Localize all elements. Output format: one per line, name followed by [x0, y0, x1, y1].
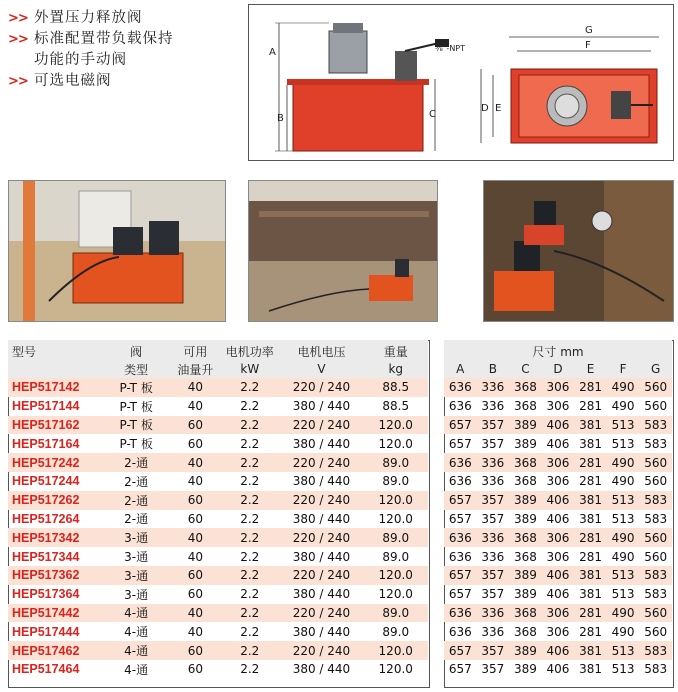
feature-list — [8, 8, 238, 92]
weight-cell: 89.0 — [382, 474, 410, 489]
dims-cell: 389 — [509, 491, 542, 510]
dims-cell: 368 — [513, 549, 537, 564]
power-cell: 2.2 — [220, 416, 279, 435]
dims-cell: 381 — [579, 436, 602, 451]
dims-cell: 357 — [477, 641, 510, 660]
dims-cell: 657 — [448, 511, 472, 526]
oil-cell: 60 — [171, 491, 220, 510]
weight-cell: 120.0 — [378, 587, 413, 602]
dims-cell: 406 — [542, 566, 575, 585]
dims-cell: 389 — [509, 566, 542, 585]
weight-cell: 120.0 — [378, 662, 413, 677]
feature-item — [8, 29, 238, 50]
dims-cell: 406 — [542, 416, 575, 435]
dims-cell: 357 — [477, 416, 510, 435]
dims-col-header: E — [574, 360, 607, 378]
photo-site — [483, 180, 674, 322]
dims-table-row — [444, 453, 672, 472]
dims-table-row — [444, 566, 672, 585]
dims-cell: 281 — [579, 474, 602, 489]
col-power-header: 电机功率 — [220, 340, 279, 360]
spec-table-row — [8, 585, 428, 604]
dims-cell: 560 — [639, 453, 672, 472]
power-cell: 2.2 — [240, 549, 260, 564]
dims-table-row — [444, 604, 672, 623]
dims-cell: 490 — [607, 528, 640, 547]
dims-cell: 357 — [481, 662, 505, 677]
model-cell: HEP517242 — [8, 453, 102, 472]
dimension-drawing — [248, 4, 674, 161]
voltage-cell: 220 / 240 — [279, 453, 363, 472]
oil-cell: 60 — [187, 511, 204, 526]
weight-cell: 88.5 — [363, 378, 428, 397]
valve-cell: 4-通 — [102, 604, 171, 623]
dims-cell: 368 — [513, 624, 537, 639]
dims-cell: 306 — [542, 453, 575, 472]
power-cell: 2.2 — [220, 491, 279, 510]
col-model-header: 型号 — [8, 340, 102, 360]
valve-cell: 2-通 — [102, 453, 171, 472]
dims-cell: 513 — [611, 587, 635, 602]
dims-cell: 381 — [579, 587, 602, 602]
dims-cell: 389 — [513, 587, 537, 602]
voltage-cell: 220 / 240 — [279, 528, 363, 547]
weight-cell: 120.0 — [378, 511, 413, 526]
power-cell: 2.2 — [240, 587, 260, 602]
power-cell: 2.2 — [240, 436, 260, 451]
dims-cell: 381 — [579, 662, 602, 677]
dims-cell: 560 — [644, 474, 668, 489]
dims-cell: 490 — [611, 549, 635, 564]
dims-cell: 583 — [639, 641, 672, 660]
dims-table-row — [444, 378, 672, 397]
power-cell: 2.2 — [240, 662, 260, 677]
weight-cell: 120.0 — [363, 641, 428, 660]
col-weight-header: 重量 — [363, 340, 428, 360]
dims-table-row — [444, 472, 672, 491]
label-npt: ⅜"-NPT — [435, 44, 466, 53]
oil-cell: 40 — [171, 378, 220, 397]
model-cell: HEP517464 — [12, 662, 80, 677]
dims-cell: 336 — [477, 528, 510, 547]
valve-cell: 3-通 — [124, 587, 149, 602]
power-cell: 2.2 — [240, 399, 260, 414]
motor-side — [329, 31, 367, 73]
dims-col-header: A — [444, 360, 477, 378]
voltage-cell: 380 / 440 — [292, 511, 351, 526]
dims-cell: 583 — [644, 511, 668, 526]
model-cell: HEP517262 — [8, 491, 102, 510]
voltage-cell: 380 / 440 — [292, 436, 351, 451]
dims-cell: 657 — [448, 662, 472, 677]
chevron-bullet-icon: >> — [8, 74, 28, 89]
model-cell: HEP517444 — [12, 624, 80, 639]
dims-cell: 636 — [444, 378, 477, 397]
dims-cell: 560 — [644, 399, 668, 414]
dims-cell: 368 — [509, 378, 542, 397]
model-cell: HEP517144 — [12, 399, 80, 414]
model-cell: HEP517162 — [8, 416, 102, 435]
chevron-bullet-icon: >> — [8, 32, 28, 47]
oil-cell: 40 — [187, 549, 204, 564]
power-cell: 2.2 — [240, 511, 260, 526]
dims-cell: 368 — [513, 474, 537, 489]
dims-cell: 336 — [481, 624, 505, 639]
dims-cell: 636 — [444, 453, 477, 472]
dims-cell: 583 — [639, 566, 672, 585]
dims-cell: 306 — [546, 549, 570, 564]
dims-cell: 636 — [448, 399, 472, 414]
dims-cell: 513 — [611, 511, 635, 526]
dims-cell: 336 — [477, 378, 510, 397]
dims-cell: 636 — [448, 549, 472, 564]
dims-cell: 306 — [546, 474, 570, 489]
voltage-cell: 220 / 240 — [279, 604, 363, 623]
side-view — [269, 23, 465, 151]
spec-table-row — [8, 604, 428, 623]
dims-title-row — [444, 340, 672, 360]
dims-cell: 336 — [481, 399, 505, 414]
dims-table-row — [444, 416, 672, 435]
spec-table-row — [8, 453, 428, 472]
dims-cell: 381 — [574, 416, 607, 435]
valve-top — [611, 91, 631, 119]
oil-cell: 40 — [171, 604, 220, 623]
dims-cell: 336 — [481, 474, 505, 489]
dims-cell: 636 — [448, 624, 472, 639]
valve-cell: 2-通 — [124, 474, 149, 489]
feature-text: 标准配置带负载保持 — [34, 31, 174, 47]
spec-table-row — [8, 547, 428, 566]
spec-table-row — [8, 397, 428, 416]
col-oil-header: 可用 — [171, 340, 220, 360]
weight-cell: 88.5 — [382, 399, 410, 414]
label-a: A — [269, 47, 276, 58]
dims-cell: 368 — [509, 528, 542, 547]
voltage-cell: 380 / 440 — [292, 587, 351, 602]
dims-cell: 490 — [611, 624, 635, 639]
label-b: B — [277, 113, 284, 124]
dims-table-row — [444, 585, 672, 604]
dims-cell: 406 — [546, 587, 570, 602]
dims-cell: 381 — [574, 491, 607, 510]
dims-cell: 306 — [546, 399, 570, 414]
dims-cell: 513 — [611, 436, 635, 451]
model-cell: HEP517344 — [12, 549, 80, 564]
col-valve-header: 阀 — [102, 340, 171, 360]
valve-cell: 2-通 — [124, 512, 149, 527]
label-d: D — [481, 103, 489, 114]
dims-cell: 306 — [542, 604, 575, 623]
power-cell: 2.2 — [220, 378, 279, 397]
dims-cell: 368 — [513, 399, 537, 414]
spec-header-row-2 — [8, 360, 428, 378]
valve-cell: 3-通 — [124, 550, 149, 565]
spec-table-row — [8, 566, 428, 585]
valve-cell: P-T 板 — [102, 416, 171, 435]
dims-cell: 336 — [477, 604, 510, 623]
spec-table-row — [8, 510, 428, 529]
power-cell: 2.2 — [220, 566, 279, 585]
weight-cell: 89.0 — [382, 624, 410, 639]
weight-cell: 120.0 — [363, 566, 428, 585]
spec-table-row — [8, 378, 428, 397]
dims-cell: 583 — [644, 662, 668, 677]
spec-header-row — [8, 340, 428, 360]
voltage-cell: 380 / 440 — [292, 399, 351, 414]
dims-cell: 368 — [509, 453, 542, 472]
spec-table-row — [8, 660, 428, 679]
dims-cell: 657 — [444, 416, 477, 435]
dims-cell: 490 — [611, 474, 635, 489]
voltage-cell: 220 / 240 — [279, 378, 363, 397]
dims-cell: 389 — [513, 511, 537, 526]
spec-table-row — [8, 641, 428, 660]
feature-item — [8, 71, 238, 92]
label-e: E — [495, 103, 502, 114]
pump-drawing-svg — [249, 5, 673, 160]
dims-cell: 490 — [607, 378, 640, 397]
dims-cell: 357 — [477, 491, 510, 510]
model-cell: HEP517244 — [12, 474, 80, 489]
oil-cell: 60 — [171, 566, 220, 585]
label-c: C — [429, 109, 436, 120]
dims-table-row — [444, 491, 672, 510]
dims-cell: 281 — [579, 624, 602, 639]
feature-text-cont: 功能的手动阀 — [34, 52, 127, 68]
weight-cell: 89.0 — [363, 453, 428, 472]
dims-cell: 306 — [542, 528, 575, 547]
dims-table-row — [444, 622, 672, 641]
dims-cell: 560 — [644, 549, 668, 564]
dims-cell: 281 — [579, 399, 602, 414]
spec-table-row — [8, 528, 428, 547]
dims-cell: 381 — [574, 566, 607, 585]
dims-cell: 583 — [644, 436, 668, 451]
model-cell: HEP517462 — [8, 641, 102, 660]
dims-cell: 281 — [574, 453, 607, 472]
dims-cell: 513 — [611, 662, 635, 677]
power-cell: 2.2 — [220, 528, 279, 547]
photo-bridge — [248, 180, 438, 322]
dims-table — [444, 340, 672, 679]
power-cell: 2.2 — [220, 604, 279, 623]
weight-cell: 120.0 — [363, 491, 428, 510]
spec-table-row — [8, 434, 428, 453]
oil-cell: 60 — [187, 436, 204, 451]
weight-cell: 89.0 — [363, 604, 428, 623]
oil-cell: 60 — [187, 587, 204, 602]
valve-block — [395, 51, 417, 81]
col-voltage-subheader: V — [279, 360, 363, 378]
dims-cell: 636 — [444, 604, 477, 623]
voltage-cell: 220 / 240 — [279, 641, 363, 660]
dims-cell: 513 — [607, 566, 640, 585]
spec-table-row — [8, 416, 428, 435]
dims-col-header: C — [509, 360, 542, 378]
dims-cell: 583 — [639, 491, 672, 510]
voltage-cell: 380 / 440 — [292, 474, 351, 489]
col-oil-subheader: 油量升 — [171, 360, 220, 378]
dims-cell: 357 — [481, 587, 505, 602]
spec-table-row — [8, 622, 428, 641]
spec-table — [8, 340, 428, 679]
dims-cell: 357 — [477, 566, 510, 585]
dims-cell: 490 — [607, 453, 640, 472]
power-cell: 2.2 — [220, 453, 279, 472]
voltage-cell: 380 / 440 — [292, 624, 351, 639]
dims-cell: 357 — [481, 436, 505, 451]
dims-title: 尺寸 mm — [444, 340, 672, 360]
power-cell: 2.2 — [240, 624, 260, 639]
dims-col-header: G — [639, 360, 672, 378]
dims-cell: 583 — [644, 587, 668, 602]
spec-table-row — [8, 472, 428, 491]
chevron-bullet-icon: >> — [8, 11, 28, 26]
col-power-subheader: kW — [220, 360, 279, 378]
dims-cell: 336 — [481, 549, 505, 564]
valve-cell: 4-通 — [102, 641, 171, 660]
dims-cell: 357 — [481, 511, 505, 526]
dims-cell: 389 — [509, 416, 542, 435]
dims-cell: 306 — [546, 624, 570, 639]
valve-cell: 4-通 — [124, 662, 149, 677]
model-cell: HEP517364 — [12, 587, 80, 602]
voltage-cell: 220 / 240 — [279, 491, 363, 510]
oil-cell: 40 — [171, 528, 220, 547]
dims-cell: 389 — [513, 436, 537, 451]
model-cell: HEP517342 — [8, 528, 102, 547]
power-cell: 2.2 — [240, 474, 260, 489]
col-valve-subheader: 类型 — [102, 360, 171, 378]
dims-cell: 381 — [574, 641, 607, 660]
voltage-cell: 220 / 240 — [279, 566, 363, 585]
dims-col-header: B — [477, 360, 510, 378]
voltage-cell: 380 / 440 — [292, 662, 351, 677]
dims-table-row — [444, 660, 672, 679]
weight-cell: 89.0 — [382, 549, 410, 564]
dims-cell: 406 — [546, 436, 570, 451]
dims-cell: 560 — [639, 604, 672, 623]
dims-table-row — [444, 547, 672, 566]
col-model-subheader — [8, 360, 102, 378]
valve-cell: 2-通 — [102, 491, 171, 510]
dims-cell: 389 — [513, 662, 537, 677]
dims-cell: 336 — [477, 453, 510, 472]
dims-cell: 657 — [444, 491, 477, 510]
dims-cell: 406 — [546, 511, 570, 526]
label-f: F — [585, 40, 591, 51]
label-g: G — [585, 25, 593, 36]
dims-table-row — [444, 510, 672, 529]
dims-cell: 306 — [542, 378, 575, 397]
power-cell: 2.2 — [220, 641, 279, 660]
dims-cell: 281 — [574, 378, 607, 397]
valve-cell: 3-通 — [102, 528, 171, 547]
col-weight-subheader: kg — [363, 360, 428, 378]
valve-cell: P-T 板 — [119, 399, 153, 414]
dims-cell: 406 — [542, 491, 575, 510]
dims-col-header: D — [542, 360, 575, 378]
dims-cell: 657 — [448, 587, 472, 602]
valve-cell: 4-通 — [124, 625, 149, 640]
dims-cell: 636 — [444, 528, 477, 547]
oil-cell: 40 — [187, 624, 204, 639]
dims-cell: 281 — [574, 528, 607, 547]
oil-cell: 40 — [187, 474, 204, 489]
feature-text: 外置压力释放阀 — [34, 10, 143, 26]
motor-cap — [333, 23, 363, 33]
dims-cell: 560 — [639, 528, 672, 547]
dims-cell: 657 — [444, 566, 477, 585]
model-cell: HEP517142 — [8, 378, 102, 397]
dims-cell: 381 — [579, 511, 602, 526]
weight-cell: 120.0 — [378, 436, 413, 451]
oil-cell: 40 — [187, 399, 204, 414]
dims-table-row — [444, 397, 672, 416]
voltage-cell: 220 / 240 — [279, 416, 363, 435]
dims-cell: 281 — [579, 549, 602, 564]
voltage-cell: 380 / 440 — [292, 549, 351, 564]
oil-cell: 60 — [187, 662, 204, 677]
dims-cell: 513 — [607, 491, 640, 510]
dims-cell: 636 — [448, 474, 472, 489]
feature-item — [8, 8, 238, 29]
reservoir-side — [293, 81, 423, 151]
valve-cell: P-T 板 — [102, 378, 171, 397]
dims-cell: 513 — [607, 641, 640, 660]
dims-cell: 368 — [509, 604, 542, 623]
dims-col-header: F — [607, 360, 640, 378]
dims-cell: 281 — [574, 604, 607, 623]
col-voltage-header: 电机电压 — [279, 340, 363, 360]
dims-cell: 560 — [644, 624, 668, 639]
dims-cell: 406 — [546, 662, 570, 677]
top-view — [481, 25, 659, 143]
model-cell: HEP517362 — [8, 566, 102, 585]
dims-cell: 657 — [448, 436, 472, 451]
spec-table-row — [8, 491, 428, 510]
dims-cell: 583 — [639, 416, 672, 435]
dims-header-row — [444, 360, 672, 378]
model-cell: HEP517264 — [12, 511, 80, 526]
dims-cell: 406 — [542, 641, 575, 660]
oil-cell: 60 — [171, 641, 220, 660]
model-cell: HEP517164 — [12, 436, 80, 451]
valve-cell: P-T 板 — [119, 437, 153, 452]
weight-cell: 120.0 — [363, 416, 428, 435]
dims-table-row — [444, 641, 672, 660]
model-cell: HEP517442 — [8, 604, 102, 623]
dims-cell: 657 — [444, 641, 477, 660]
dims-table-row — [444, 528, 672, 547]
dims-table-row — [444, 434, 672, 453]
dims-cell: 490 — [607, 604, 640, 623]
valve-cell: 3-通 — [102, 566, 171, 585]
oil-cell: 60 — [171, 416, 220, 435]
dims-cell: 560 — [639, 378, 672, 397]
weight-cell: 89.0 — [363, 528, 428, 547]
dims-cell: 389 — [509, 641, 542, 660]
dims-cell: 513 — [607, 416, 640, 435]
photo-workshop — [8, 180, 226, 322]
oil-cell: 40 — [171, 453, 220, 472]
feature-text: 可选电磁阀 — [34, 73, 112, 89]
dims-cell: 490 — [611, 399, 635, 414]
